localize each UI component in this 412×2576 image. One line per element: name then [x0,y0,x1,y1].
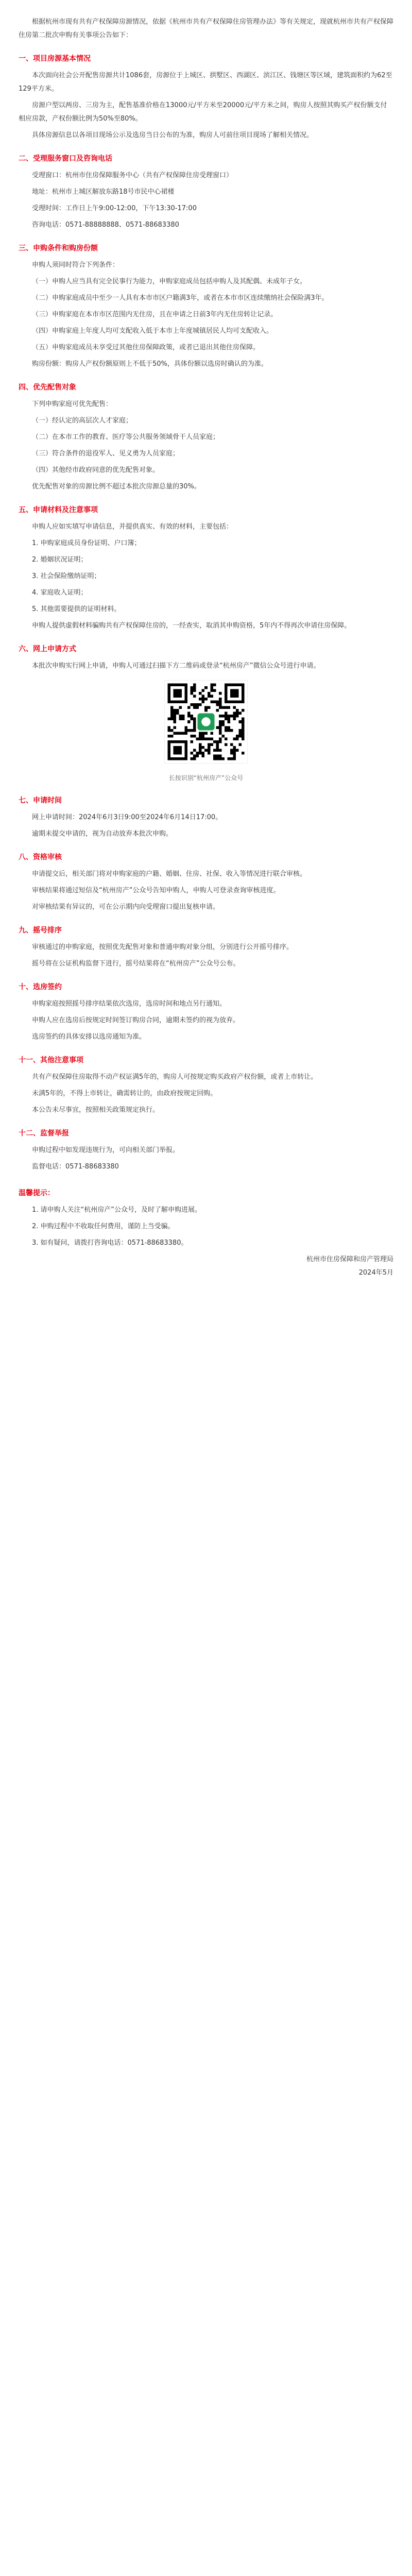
section-title: 六、网上申请方式 [19,645,76,653]
section-paragraph: 网上申请时间：2024年6月3日9:00至2024年6月14日17:00。 [32,814,222,821]
sign-org: 杭州市住房保障和房产管理局 [306,1256,393,1263]
section-paragraph: 选房签约的具体安排以选房通知为准。 [32,1033,146,1041]
section-paragraph: 2. 婚姻状况证明； [32,556,88,564]
section-3 [19,241,393,371]
section-paragraph: 具体房源信息以各项目现场公示及选房当日公布的为准，购房人可前往项目现场了解相关情况。 [32,131,314,139]
section-paragraph: （一）经认定的高层次人才家庭； [32,417,133,425]
section-1 [19,52,393,142]
footer-heading: 温馨提示： [19,1189,55,1197]
section-paragraph: （四）申购家庭上年度人均可支配收入低于本市上年度城镇居民人均可支配收入。 [32,327,273,335]
sign-date: 2024年5月 [358,1269,393,1277]
section-paragraph: （三）符合条件的退役军人、见义勇为人员家庭； [32,450,180,457]
section-paragraph: 咨询电话：0571-88888888、0571-88683380 [32,221,179,229]
section-7 [19,793,393,841]
footer-paragraph: 2. 申购过程中不收取任何费用，谨防上当受骗。 [32,1223,175,1230]
section-paragraph: 申购人应在选房后按规定时间签订购房合同，逾期未签约的视为放弃。 [32,1016,240,1024]
intro-paragraph: 根据杭州市现有共有产权保障房源情况，依据《杭州市共有产权保障住房管理办法》等有关规定，现就杭州市共有产权保障住房第二批次申购有关事项公告如下： [19,18,394,39]
section-paragraph: 摇号将在公证机构监督下进行，摇号结果将在“杭州房产”公众号公布。 [32,960,240,968]
section-paragraph: 审核结果将通过短信及“杭州房产”公众号告知申购人，申购人可登录查询审核进度。 [32,887,280,894]
qr-code-icon[interactable] [164,680,248,764]
section-paragraph: 房源户型以两房、三房为主，配售基准价格在13000元/平方米至20000元/平方米之间，购房人按照其购买产权份额支付相应房款，产权份额比例为50%至80%。 [19,101,387,123]
footer-paragraph: 1. 请申购人关注“杭州房产”公众号，及时了解申购进展。 [32,1206,202,1214]
section-paragraph: 1. 申购家庭成员身份证明、户口簿； [32,539,141,547]
section-title: 九、摇号排序 [19,926,62,935]
section-paragraph: 3. 社会保险缴纳证明； [32,572,101,580]
section-paragraph: 申购家庭按照摇号排序结果依次选房，选房时间和地点另行通知。 [32,1000,227,1008]
sections-container [19,52,393,1174]
section-paragraph: （三）申购家庭在本市市区范围内无住房，且在申请之日前3年内无住房转让记录。 [32,311,278,318]
section-paragraph: 4. 家庭收入证明； [32,589,88,597]
section-paragraph: 受理窗口：杭州市住房保障服务中心（共有产权保障住房受理窗口） [32,172,233,179]
footer-block [19,1186,393,1280]
section-title: 十、选房签约 [19,983,62,991]
section-paragraph: 申请提交后，相关部门将对申购家庭的户籍、婚姻、住房、社保、收入等情况进行联合审核。 [32,870,307,878]
section-paragraph: 申购人须同时符合下列条件： [32,261,119,269]
section-paragraph: （一）申购人应当具有完全民事行为能力，申购家庭成员包括申购人及其配偶、未成年子女。 [32,278,307,285]
section-paragraph: 申购人提供虚假材料骗购共有产权保障住房的，一经查实，取消其申购资格，5年内不得再次申请住房保障。 [32,622,351,630]
section-5 [19,503,393,633]
section-title: 五、申请材料及注意事项 [19,506,98,514]
section-4 [19,380,393,494]
section-paragraph: 审核通过的申购家庭，按照优先配售对象和普通申购对象分组，分别进行公开摇号排序。 [32,943,294,951]
section-2 [19,151,393,232]
section-8 [19,850,393,914]
section-title: 十一、其他注意事项 [19,1056,83,1064]
footer-paragraph: 3. 如有疑问，请拨打咨询电话：0571-88683380。 [32,1239,188,1247]
footer-paragraphs [19,1204,393,1250]
section-paragraph: 对审核结果有异议的，可在公示期内向受理窗口提出复核申请。 [32,903,220,911]
section-paragraph: 未满5年的，不得上市转让，确需转让的，由政府按规定回购。 [32,1090,217,1097]
section-10 [19,980,393,1044]
section-paragraph: （五）申购家庭成员未享受过其他住房保障政策，或者已退出其他住房保障。 [32,344,260,351]
section-paragraph: 共有产权保障住房取得不动产权证满5年的，购房人可按规定购买政府产权份额，或者上市转让。 [32,1073,318,1081]
section-paragraph: 本次面向社会公开配售房源共计1086套，房源位于上城区、拱墅区、西湖区、滨江区、钱塘区等区域，建筑面积约为62至129平方米。 [19,72,392,93]
section-12 [19,1126,393,1174]
qr-code-block [19,680,393,769]
section-paragraph: 优先配售对象的房源比例不超过本批次房源总量的30%。 [32,483,201,490]
section-paragraph: 逾期未提交申请的，视为自动放弃本批次申购。 [32,830,173,838]
section-paragraph: （二）在本市工作的教育、医疗等公共服务领域骨干人员家庭； [32,433,220,441]
section-paragraph: 申购人应如实填写申请信息，并提供真实、有效的材料，主要包括： [32,523,233,531]
section-title: 四、优先配售对象 [19,383,76,392]
section-paragraph: （四）其他经市政府同意的优先配售对象。 [32,466,160,474]
section-title: 一、项目房源基本情况 [19,55,91,63]
section-title: 八、资格审核 [19,853,62,861]
section-title: 十二、监督举报 [19,1129,69,1138]
section-paragraph: 监督电话：0571-88683380 [32,1163,119,1171]
section-paragraph: 受理时间：工作日上午9:00-12:00，下午13:30-17:00 [32,205,197,212]
section-paragraph: 申购过程中如发现违规行为，可向相关部门举报。 [32,1146,180,1154]
section-paragraph: 购房份额：购房人产权份额原则上不低于50%，具体份额以选房时确认的为准。 [32,360,268,368]
section-9 [19,923,393,971]
qr-caption: 长按识别“杭州房产”公众号 [168,774,244,782]
section-title: 七、申请时间 [19,796,62,805]
section-paragraph: 本批次申购实行网上申请，申购人可通过扫描下方二维码或登录“杭州房产”微信公众号进行申请。 [32,662,320,670]
section-paragraph: 5. 其他需要提供的证明材料。 [32,605,121,613]
section-11 [19,1053,393,1117]
section-title: 二、受理服务窗口及咨询电话 [19,155,112,163]
section-title: 三、申购条件和购房份额 [19,244,98,252]
section-paragraph: 地址：杭州市上城区解放东路18号市民中心裙楼 [32,188,175,196]
section-paragraph: （二）申购家庭成员中至少一人具有本市市区户籍满3年，或者在本市市区连续缴纳社会保险满3年。 [32,294,329,302]
section-6 [19,642,393,784]
section-paragraph: 下列申购家庭可优先配售： [32,400,113,408]
section-paragraph: 本公告未尽事宜，按照相关政策规定执行。 [32,1106,160,1114]
